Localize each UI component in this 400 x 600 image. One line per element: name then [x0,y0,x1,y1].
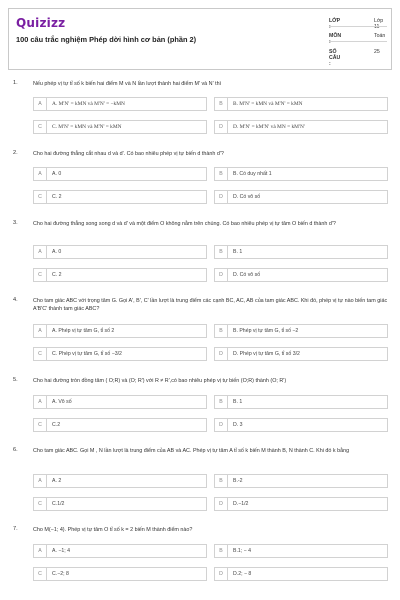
option-d[interactable] [214,120,388,134]
option-b[interactable] [214,97,388,111]
option-d[interactable] [214,268,388,282]
question-number: 4. [13,297,18,303]
question-text: Cho M(−1; 4). Phép vị tự tâm O tỉ số k = 2 biến M thành điểm nào? [33,527,193,533]
option-d[interactable] [214,567,388,581]
option-letter: C [34,568,47,580]
option-letter: B [215,545,228,557]
question-number: 1. [13,80,18,86]
option-c[interactable] [33,567,207,581]
question-number: 5. [13,377,18,383]
question-text: Cho hai đường thẳng cắt nhau d và d'. Có bao nhiêu phép vị tự biến d thành d'? [33,151,224,157]
option-text: A. 0 [52,249,62,255]
option-text: D.−1/2 [233,501,249,507]
option-letter: C [34,269,47,281]
option-letter: D [215,348,228,360]
option-letter: B [215,168,228,180]
option-letter: C [34,419,47,431]
meta-subject-value: Toán [374,33,386,39]
option-d[interactable] [214,190,388,204]
option-c[interactable] [33,347,207,361]
option-text: B. 1 [233,399,243,405]
option-letter: C [34,498,47,510]
option-a[interactable] [33,324,207,338]
divider [329,26,387,27]
option-letter: D [215,498,228,510]
option-text: C. M'N' = kMN và M'N' = kMN [52,124,122,130]
option-text: D.2; − 8 [233,571,252,577]
option-text: B. Có duy nhất 1 [233,171,272,177]
option-letter: A [34,246,47,258]
question-number: 6. [13,447,18,453]
option-letter: A [34,396,47,408]
option-letter: D [215,269,228,281]
meta-class-value: Lớp 11 [374,18,384,30]
option-text: C.1/2 [52,501,65,507]
option-letter: A [34,168,47,180]
option-letter: C [34,348,47,360]
option-a[interactable] [33,97,207,111]
option-c[interactable] [33,120,207,134]
option-text: A. M'N' = kMN và M'N' = −kMN [52,101,125,107]
option-letter: C [34,191,47,203]
question-number: 3. [13,220,18,226]
option-b[interactable] [214,474,388,488]
option-text: C.−2; 8 [52,571,69,577]
option-c[interactable] [33,268,207,282]
option-c[interactable] [33,497,207,511]
option-text: C. Phép vị tự tâm G, tỉ số −3/2 [52,351,122,357]
option-text: C.2 [52,422,61,428]
option-letter: A [34,475,47,487]
meta-question-count-value: 25 [374,49,380,55]
quizizz-logo: Quizizz [16,16,66,30]
page-title: 100 câu trắc nghiệm Phép dời hình cơ bản (phần 2) [16,35,197,44]
option-text: A. 2 [52,478,62,484]
option-d[interactable] [214,497,388,511]
option-text: D. M'N' = kM'N' và MN = kM'N' [233,124,305,130]
meta-class-label: LỚP : [329,18,340,30]
option-text: A. Vô số [52,399,72,405]
option-letter: B [215,246,228,258]
option-text: C. 2 [52,194,62,200]
option-letter: B [215,475,228,487]
option-letter: A [34,545,47,557]
option-a[interactable] [33,544,207,558]
option-text: D. Phép vị tự tâm G, tỉ số 3/2 [233,351,300,357]
option-b[interactable] [214,167,388,181]
question-text: Cho tam giác ABC. Gọi M , N lần lượt là trung điểm của AB và AC. Phép vị tự tâm A tỉ số k biến M thành B, N thành C. Khi đó k bằng [33,448,350,454]
option-text: A. Phép vị tự tâm G, tỉ số 2 [52,328,115,334]
option-letter: A [34,325,47,337]
question-text: Cho hai đường tròn đồng tâm ( O;R) và (O; R') với R ≠ R',có bao nhiêu phép vị tự biến (O;R) thành (O; R') [33,378,287,384]
question-text: Cho hai đường thẳng song song d và d' và một điểm O không nằm trên chúng. Có bao nhiêu phép vị tự tâm O biến d thành d'? [33,221,336,227]
option-d[interactable] [214,347,388,361]
option-text: A. 0 [52,171,62,177]
question-number: 2. [13,150,18,156]
option-a[interactable] [33,167,207,181]
worksheet-header [8,8,392,70]
option-letter: C [34,121,47,133]
question-number: 7. [13,526,18,532]
option-d[interactable] [214,418,388,432]
option-text: B. Phép vị tự tâm G, tỉ số −2 [233,328,299,334]
option-text: C. 2 [52,272,62,278]
divider [329,41,387,42]
question-text: Nếu phép vị tự tỉ số k biến hai điểm M và N lần lượt thành hai điểm M' và N' thì [33,81,222,87]
option-a[interactable] [33,245,207,259]
option-text: A. −1; 4 [52,548,71,554]
option-c[interactable] [33,190,207,204]
option-b[interactable] [214,324,388,338]
option-text: B. M'N' = kMN và M'N' = kMN [233,101,303,107]
option-a[interactable] [33,395,207,409]
option-text: D. Có vô số [233,272,261,278]
option-letter: D [215,568,228,580]
option-a[interactable] [33,474,207,488]
option-letter: D [215,191,228,203]
option-b[interactable] [214,395,388,409]
meta-question-count-label: SỐ CÂU : [329,49,341,67]
option-letter: D [215,419,228,431]
option-text: B.1; − 4 [233,548,252,554]
option-letter: B [215,98,228,110]
option-b[interactable] [214,544,388,558]
option-text: B.-2 [233,478,243,484]
option-text: D. Có vô số [233,194,261,200]
option-text: B. 1 [233,249,243,255]
meta-subject-label: MÔN : [329,33,342,45]
option-c[interactable] [33,418,207,432]
option-letter: B [215,325,228,337]
option-b[interactable] [214,245,388,259]
option-text: D. 3 [233,422,243,428]
question-text: Cho tam giác ABC với trọng tâm G. Gọi A', B', C' lần lượt là trung điểm các cạnh BC, AC, AB của tam giác ABC. Khi đó, phép vị tự nào biến tam giác A'B'C' thành tam giác ABC? [33,298,388,312]
option-letter: B [215,396,228,408]
option-letter: D [215,121,228,133]
option-letter: A [34,98,47,110]
